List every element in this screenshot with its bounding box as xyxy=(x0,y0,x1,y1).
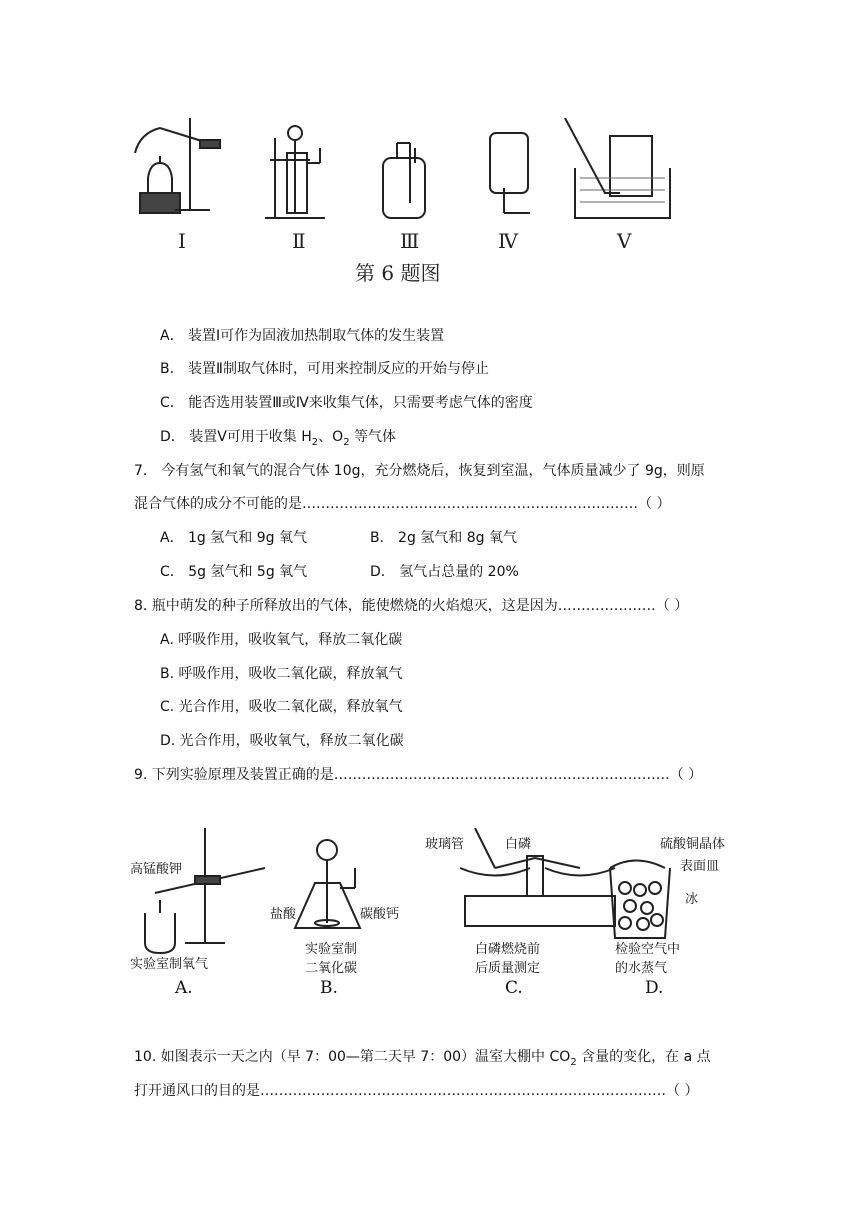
letter-9b: B. xyxy=(320,978,338,998)
q7-option-b: B． 2g 氢气和 8g 氧气 xyxy=(370,530,517,546)
label-III: Ⅲ xyxy=(400,229,420,253)
label-9d-ice: 冰 xyxy=(685,892,699,907)
q6-option-b: B． 装置Ⅱ制取气体时，可用来控制反应的开始与停止 xyxy=(160,361,489,377)
label-9c-glass-tube: 玻璃管 xyxy=(425,837,465,852)
q8-option-b: B. 呼吸作用，吸收二氧化碳，释放氧气 xyxy=(160,666,403,682)
label-9c-phosphorus: 白磷 xyxy=(505,837,532,852)
q7-stem-line1: 7． 今有氢气和氧气的混合气体 10g，充分燃烧后，恢复到室温，气体质量减少了 9g，则原 xyxy=(134,463,705,479)
caption-9c-line1: 白磷燃烧前 xyxy=(475,942,541,957)
figure-6-caption: 第 6 题图 xyxy=(355,261,441,285)
label-II: Ⅱ xyxy=(292,229,306,253)
apparatus-9b xyxy=(295,840,360,928)
apparatus-I xyxy=(135,118,220,213)
label-9a-kmno4: 高锰酸钾 xyxy=(130,862,183,877)
caption-9b-line1: 实验室制 xyxy=(305,942,358,957)
q8-stem: 8. 瓶中萌发的种子所释放出的气体，能使燃烧的火焰熄灭，这是因为…………………（ ） xyxy=(134,598,689,614)
question-9-figure xyxy=(125,828,805,1008)
apparatus-III xyxy=(383,143,425,218)
caption-9d-line2: 的水蒸气 xyxy=(615,961,668,976)
caption-9c-line2: 后质量测定 xyxy=(475,961,541,976)
label-IV: Ⅳ xyxy=(498,229,518,253)
caption-9d-line1: 检验空气中 xyxy=(615,942,681,957)
letter-9c: C. xyxy=(505,978,523,998)
label-9b-caco3: 碳酸钙 xyxy=(360,907,400,922)
apparatus-9c xyxy=(460,828,615,926)
q6-option-d: D． 装置Ⅴ可用于收集 $H_2$、$O_2$ 等气体 xyxy=(160,429,397,448)
q7-option-d: D． 氢气占总量的 20% xyxy=(370,564,519,580)
apparatus-9a xyxy=(145,828,265,953)
q8-option-a: A. 呼吸作用，吸收氧气，释放二氧化碳 xyxy=(160,632,403,648)
label-V: Ⅴ xyxy=(617,229,632,253)
apparatus-II xyxy=(265,126,325,218)
label-9d-watch-glass: 表面皿 xyxy=(680,859,720,874)
q6-option-a: A． 装置Ⅰ可作为固液加热制取气体的发生装置 xyxy=(160,328,445,344)
label-9b-hcl: 盐酸 xyxy=(270,907,297,922)
q10-stem-line1: 10. 如图表示一天之内（早 7：00—第二天早 7：00）温室大棚中 $CO_2$ 含量的变化，在 a 点 xyxy=(134,1049,711,1068)
caption-9b-line2: 二氧化碳 xyxy=(305,961,358,976)
q7-option-c: C． 5g 氢气和 5g 氧气 xyxy=(160,564,308,580)
apparatus-9d xyxy=(610,861,670,939)
letter-9d: D. xyxy=(645,978,664,998)
label-9d-cuso4: 硫酸铜晶体 xyxy=(660,837,726,852)
q8-option-d: D. 光合作用，吸收氧气，释放二氧化碳 xyxy=(160,733,404,749)
q10-stem-line2: 打开通风口的目的是……………………………………………………………………………（ ） xyxy=(134,1083,699,1099)
question-6-figure xyxy=(120,118,680,293)
apparatus-IV xyxy=(490,133,530,213)
letter-9a: A. xyxy=(175,978,193,998)
q7-stem-line2: 混合气体的成分不可能的是………………………………………………………………（ ） xyxy=(134,496,671,512)
q6-option-c: C． 能否选用装置Ⅲ或Ⅳ来收集气体，只需要考虑气体的密度 xyxy=(160,395,533,411)
label-I: Ⅰ xyxy=(178,229,186,253)
q9-stem: 9. 下列实验原理及装置正确的是………………………………………………………………（ ） xyxy=(134,767,703,783)
q8-option-c: C. 光合作用，吸收二氧化碳，释放氧气 xyxy=(160,699,403,715)
apparatus-V xyxy=(565,118,670,218)
caption-9a: 实验室制氧气 xyxy=(130,957,209,972)
q7-option-a: A． 1g 氢气和 9g 氧气 xyxy=(160,530,307,546)
